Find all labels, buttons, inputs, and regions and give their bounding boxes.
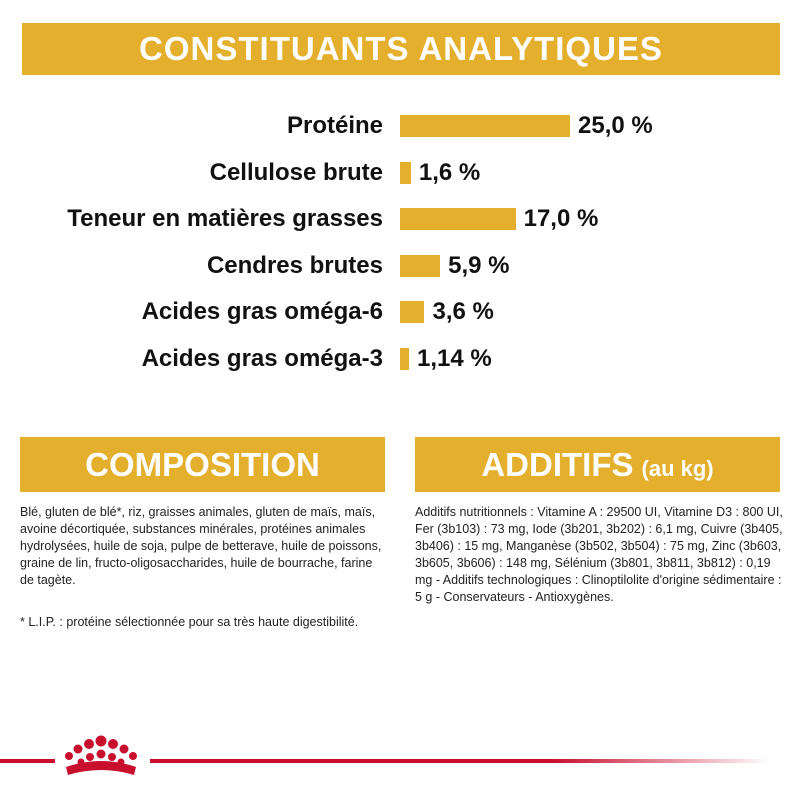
additifs-title: ADDITIFS xyxy=(481,445,634,483)
analytics-title: CONSTITUANTS ANALYTIQUES xyxy=(139,30,663,67)
composition-footnote: * L.I.P. : protéine sélectionnée pour sa très haute digestibilité. xyxy=(20,615,359,629)
analytics-row-bar xyxy=(400,208,516,230)
analytics-row xyxy=(0,153,800,193)
analytics-row-value: 17,0 % xyxy=(523,205,599,232)
analytics-row xyxy=(0,339,800,379)
analytics-row-value: 1,6 % xyxy=(418,158,481,186)
composition-title: COMPOSITION xyxy=(85,445,320,483)
analytics-row xyxy=(0,106,800,146)
composition-text: Blé, gluten de blé*, riz, graisses animales, gluten de maïs, maïs, avoine décortiquée, substances minérales, protéines animales hydrolysées, huile de soja, pulpe de betterave, huile de poissons, graine de lin, fructo-oligosaccharides, huile de bourrache, farine de tagète. xyxy=(20,505,382,587)
royal-canin-crown-icon xyxy=(56,733,146,783)
analytics-row-label: Cendres brutes xyxy=(206,251,383,279)
analytics-row-bar xyxy=(400,115,570,137)
additifs-text: Additifs nutritionnels : Vitamine A : 29500 UI, Vitamine D3 : 800 UI, Fer (3b103) : 73 mg, Iode (3b201, 3b202) : 6,1 mg, Cuivre (3b405, 3b406) : 15 mg, Manganèse (3b502, 3b504) : 75 mg, Zinc (3b603, 3b605, 3b606) : 148 mg, Sélénium (3b801, 3b811, 3b812) : 0,19 mg - Additifs technologiques : Clinoptilolite d'origine sédimentaire : 5 g - Conservateurs - Antioxygènes. xyxy=(415,505,783,604)
footer-line-left xyxy=(0,759,55,763)
footer-line xyxy=(150,759,770,763)
analytics-row-value: 1,14 % xyxy=(417,344,492,372)
additifs-subtitle: (au kg) xyxy=(641,455,714,481)
analytics-row-label: Cellulose brute xyxy=(209,158,383,186)
analytics-row xyxy=(0,199,800,239)
analytics-title-banner xyxy=(22,23,780,75)
analytics-row-label: Acides gras oméga-3 xyxy=(141,344,383,372)
analytics-row-value: 25,0 % xyxy=(578,112,653,139)
analytics-row-value: 5,9 % xyxy=(448,251,510,279)
analytics-row-label: Protéine xyxy=(286,112,383,139)
analytics-row xyxy=(0,292,800,332)
analytics-row-label: Teneur en matières grasses xyxy=(67,205,383,232)
analytics-row-label: Acides gras oméga-6 xyxy=(141,298,383,325)
analytics-row-value: 3,6 % xyxy=(432,298,494,325)
analytics-row-bar xyxy=(400,255,440,277)
analytics-row-bar xyxy=(400,348,409,370)
analytics-row-bar xyxy=(400,162,411,184)
analytics-row xyxy=(0,246,800,286)
analytics-row-bar xyxy=(400,301,424,323)
composition-title-banner xyxy=(20,437,385,492)
additifs-title-banner xyxy=(415,437,780,492)
